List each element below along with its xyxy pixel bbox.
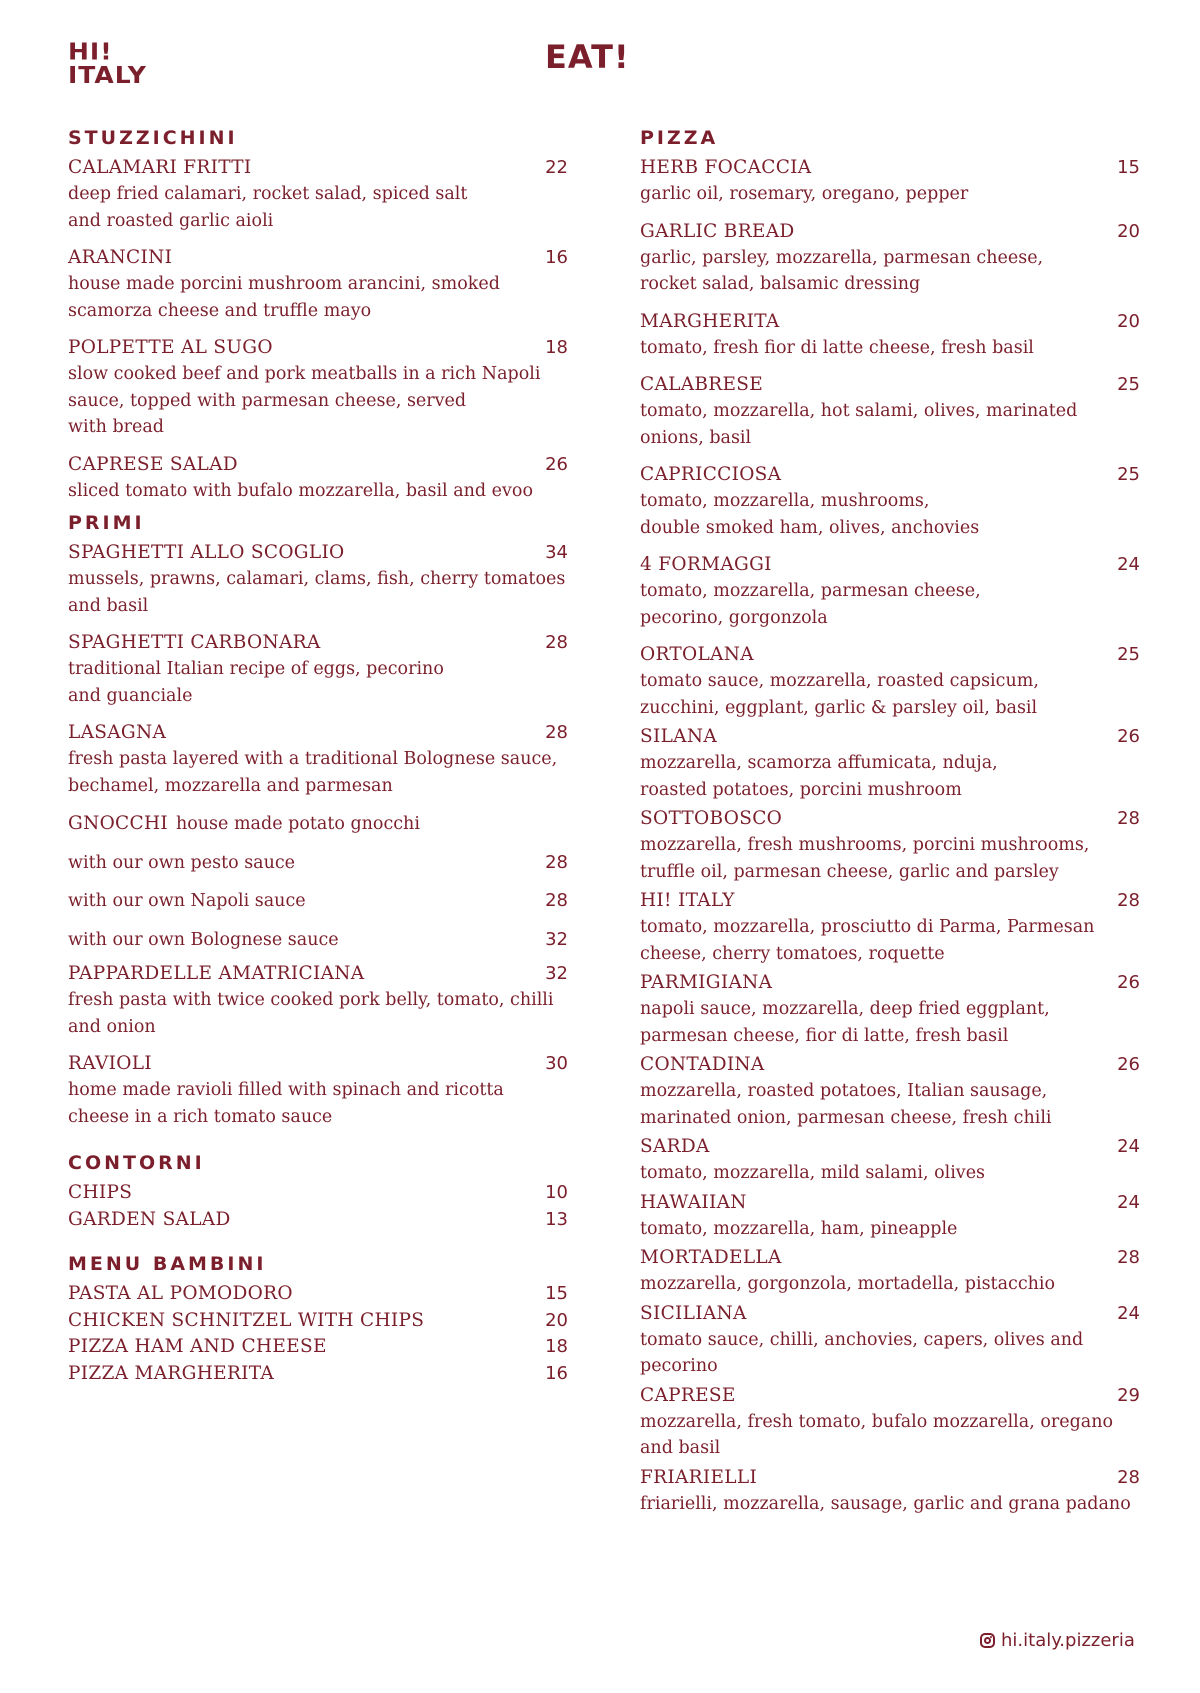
item-name: POLPETTE AL SUGO xyxy=(68,337,273,358)
item-description: tomato sauce, chilli, anchovies, capers, olives and pecorino xyxy=(640,1329,1084,1376)
item-name: SPAGHETTI ALLO SCOGLIO xyxy=(68,542,345,563)
item-description: house made potato gnocchi xyxy=(175,814,420,834)
item-price: 25 xyxy=(1117,644,1140,665)
item-price: 25 xyxy=(1117,464,1140,485)
item-price: 28 xyxy=(1117,808,1140,829)
item-name: PASTA AL POMODORO xyxy=(68,1283,293,1304)
item-name: SPAGHETTI CARBONARA xyxy=(68,632,321,653)
menu-item xyxy=(640,1134,1140,1187)
item-price: 30 xyxy=(545,1053,568,1074)
menu-item xyxy=(640,1052,1140,1131)
item-name: ARANCINI xyxy=(68,247,173,268)
item-description: garlic oil, rosemary, oregano, pepper xyxy=(640,184,969,204)
item-price: 34 xyxy=(545,542,568,563)
item-price: 28 xyxy=(545,851,568,873)
item-description: sliced tomato with bufalo mozzarella, basil and evoo xyxy=(68,480,533,501)
item-description: tomato sauce, mozzarella, roasted capsicum, zucchini, eggplant, garlic & parsley oil, basil xyxy=(640,671,1039,718)
item-name: PARMIGIANA xyxy=(640,972,773,993)
left-column xyxy=(68,125,568,1405)
item-name: FRIARIELLI xyxy=(640,1466,758,1488)
contorni-list xyxy=(68,1180,568,1233)
item-description: mozzarella, fresh mushrooms, porcini mushrooms, truffle oil, parmesan cheese, garlic and parsley xyxy=(640,835,1090,882)
menu-item xyxy=(640,806,1140,885)
item-name: SOTTOBOSCO xyxy=(640,808,783,829)
item-name: 4 FORMAGGI xyxy=(640,554,772,575)
item-price: 13 xyxy=(545,1208,568,1230)
menu-item xyxy=(640,1465,1140,1518)
pizza-list xyxy=(640,155,1140,1517)
menu-item xyxy=(640,642,1140,721)
item-price: 24 xyxy=(1117,1191,1140,1213)
item-name: MORTADELLA xyxy=(640,1247,782,1268)
menu-item xyxy=(68,1051,568,1130)
item-description: mozzarella, gorgonzola, mortadella, pistacchio xyxy=(640,1274,1056,1294)
menu-item xyxy=(640,155,1140,208)
item-name: HERB FOCACCIA xyxy=(640,157,812,178)
item-name: GARDEN SALAD xyxy=(68,1208,231,1230)
item-name: LASAGNA xyxy=(68,722,167,743)
item-price: 16 xyxy=(545,1362,568,1384)
item-description: slow cooked beef and pork meatballs in a rich Napoli sauce, topped with parmesan cheese, served with bread xyxy=(68,364,541,437)
item-price: 16 xyxy=(545,247,568,268)
item-name: CONTADINA xyxy=(640,1054,765,1075)
item-description: friarielli, mozzarella, sausage, garlic and grana padano xyxy=(640,1493,1131,1514)
menu-item xyxy=(640,970,1140,1049)
item-name: RAVIOLI xyxy=(68,1053,152,1074)
item-description: deep fried calamari, rocket salad, spiced salt and roasted garlic aioli xyxy=(68,184,468,231)
section-title-contorni: CONTORNI xyxy=(68,1152,205,1174)
item-description: mozzarella, scamorza affumicata, nduja, roasted potatoes, porcini mushroom xyxy=(640,753,998,800)
item-description: tomato, mozzarella, ham, pineapple xyxy=(640,1218,958,1239)
item-price: 26 xyxy=(1117,726,1140,747)
menu-item xyxy=(640,724,1140,803)
item-price: 20 xyxy=(545,1309,568,1331)
menu-item xyxy=(640,462,1140,541)
section-title-pizza: PIZZA xyxy=(640,127,719,149)
menu-item xyxy=(68,630,568,709)
item-description: fresh pasta with twice cooked pork belly, tomato, chilli and onion xyxy=(68,990,554,1037)
item-name: PAPPARDELLE AMATRICIANA xyxy=(68,963,365,984)
instagram-link[interactable] xyxy=(980,1630,1135,1651)
item-description: house made porcini mushroom arancini, smoked scamorza cheese and truffle mayo xyxy=(68,274,500,321)
item-price: 20 xyxy=(1117,310,1140,332)
menu-item xyxy=(68,540,568,619)
item-price: 26 xyxy=(1117,972,1140,993)
menu-item xyxy=(640,1383,1140,1462)
item-name: CALABRESE xyxy=(640,374,764,395)
item-price: 28 xyxy=(1117,1247,1140,1268)
item-price: 15 xyxy=(1117,157,1140,178)
menu-item xyxy=(68,720,568,799)
item-price: 29 xyxy=(1117,1384,1140,1406)
item-price: 26 xyxy=(545,453,568,475)
item-name: CAPRESE SALAD xyxy=(68,453,238,475)
menu-item xyxy=(640,1245,1140,1298)
item-price: 20 xyxy=(1117,220,1140,242)
item-name: PIZZA HAM AND CHEESE xyxy=(68,1336,327,1357)
menu-item xyxy=(640,1301,1140,1380)
gnocchi-item xyxy=(68,810,568,953)
item-description: napoli sauce, mozzarella, deep fried eggplant, parmesan cheese, fior di latte, fresh basil xyxy=(640,999,1050,1046)
item-price: 28 xyxy=(1117,890,1140,911)
item-name: CAPRESE xyxy=(640,1384,736,1406)
item-description: mozzarella, fresh tomato, bufalo mozzarella, oregano and basil xyxy=(640,1411,1114,1458)
item-description: tomato, mozzarella, parmesan cheese, pecorino, gorgonzola xyxy=(640,581,981,628)
item-name: SICILIANA xyxy=(640,1302,747,1324)
item-price: 22 xyxy=(545,157,568,178)
page-heading: EAT! xyxy=(545,38,630,76)
item-description: tomato, mozzarella, prosciutto di Parma, Parmesan cheese, cherry tomatoes, roquette xyxy=(640,917,1095,964)
item-description: mussels, prawns, calamari, clams, fish, cherry tomatoes and basil xyxy=(68,569,566,616)
item-description: fresh pasta layered with a traditional Bolognese sauce, bechamel, mozzarella and parmesan xyxy=(68,749,558,796)
menu-item xyxy=(640,309,1140,362)
item-name: PIZZA MARGHERITA xyxy=(68,1362,275,1384)
pizza-column xyxy=(640,125,1140,1520)
item-price: 18 xyxy=(545,1336,568,1357)
item-price: 32 xyxy=(545,928,568,950)
menu-item xyxy=(68,155,568,234)
item-description: mozzarella, roasted potatoes, Italian sausage, marinated onion, parmesan cheese, fresh chili xyxy=(640,1081,1052,1128)
menu-item xyxy=(68,335,568,441)
item-name: MARGHERITA xyxy=(640,310,780,332)
item-name: HAWAIIAN xyxy=(640,1191,747,1213)
section-title-primi: PRIMI xyxy=(68,512,145,534)
item-price: 28 xyxy=(1117,1466,1140,1488)
menu-item xyxy=(640,888,1140,967)
item-description: tomato, mozzarella, mushrooms, double smoked ham, olives, anchovies xyxy=(640,491,980,538)
item-price: 28 xyxy=(545,632,568,653)
item-price: 28 xyxy=(545,890,568,911)
item-price: 24 xyxy=(1117,1136,1140,1157)
item-name: HI! ITALY xyxy=(640,890,735,911)
item-description: traditional Italian recipe of eggs, pecorino and guanciale xyxy=(68,659,444,706)
item-description: tomato, mozzarella, mild salami, olives xyxy=(640,1163,986,1183)
item-name: SILANA xyxy=(640,726,717,747)
item-name: ORTOLANA xyxy=(640,644,754,665)
item-description: tomato, fresh fior di latte cheese, fresh basil xyxy=(640,337,1034,358)
item-description: garlic, parsley, mozzarella, parmesan cheese, rocket salad, balsamic dressing xyxy=(640,247,1044,294)
logo-line-2: ITALY xyxy=(68,62,147,89)
instagram-handle: hi.italy.pizzeria xyxy=(1001,1630,1135,1651)
item-price: 24 xyxy=(1117,554,1140,575)
menu-item xyxy=(68,245,568,324)
item-name: CAPRICCIOSA xyxy=(640,464,782,485)
item-price: 15 xyxy=(545,1283,568,1304)
item-price: 32 xyxy=(545,963,568,984)
logo xyxy=(68,40,147,88)
gnocchi-option: with our own Napoli sauce xyxy=(68,891,306,911)
item-price: 28 xyxy=(545,722,568,743)
item-price: 25 xyxy=(1117,374,1140,395)
menu-item xyxy=(640,372,1140,451)
logo-line-1: HI! xyxy=(68,38,113,65)
item-name: CHIPS xyxy=(68,1182,133,1203)
bambini-list xyxy=(68,1281,568,1387)
item-name: GARLIC BREAD xyxy=(640,220,795,242)
menu-item xyxy=(68,452,568,505)
item-price: 26 xyxy=(1117,1054,1140,1075)
item-description: tomato, mozzarella, hot salami, olives, marinated onions, basil xyxy=(640,401,1078,448)
section-title-bambini: MENU BAMBINI xyxy=(68,1253,267,1275)
menu-item xyxy=(640,219,1140,298)
menu-item xyxy=(640,552,1140,631)
gnocchi-option: with our own pesto sauce xyxy=(68,852,296,873)
menu-item xyxy=(68,961,568,1040)
item-name: CALAMARI FRITTI xyxy=(68,157,252,178)
section-title-stuzzichini: STUZZICHINI xyxy=(68,127,238,149)
item-price: 18 xyxy=(545,337,568,358)
gnocchi-option: with our own Bolognese sauce xyxy=(68,929,339,950)
item-name: SARDA xyxy=(640,1136,710,1157)
item-description: home made ravioli filled with spinach and ricotta cheese in a rich tomato sauce xyxy=(68,1080,504,1127)
item-name: CHICKEN SCHNITZEL WITH CHIPS xyxy=(68,1309,425,1331)
item-price: 24 xyxy=(1117,1302,1140,1324)
menu-item xyxy=(640,1190,1140,1243)
item-name: GNOCCHI xyxy=(68,813,168,834)
instagram-icon xyxy=(980,1633,995,1648)
item-price: 10 xyxy=(545,1182,568,1203)
